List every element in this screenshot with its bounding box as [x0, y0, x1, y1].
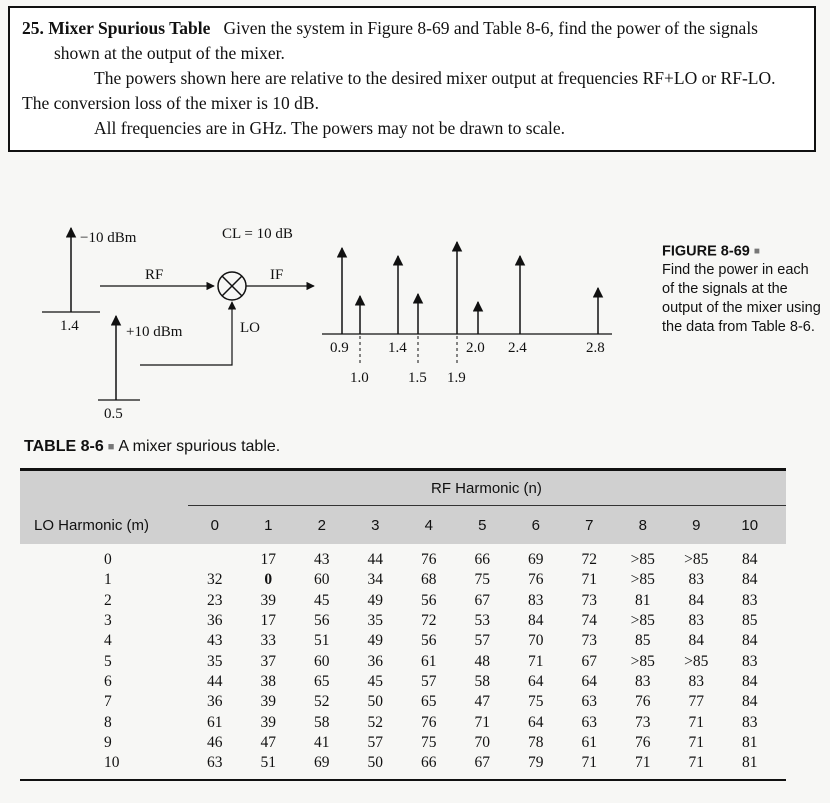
- table-cell: 64: [528, 672, 544, 690]
- table-row: [20, 672, 786, 692]
- table-cell: 83: [742, 652, 758, 670]
- column-header-n3: 3: [371, 516, 380, 534]
- table-cell: 48: [474, 652, 490, 670]
- table-cell: 76: [635, 733, 651, 751]
- table-row: [20, 550, 786, 570]
- column-header-n0: 0: [210, 516, 219, 534]
- lo-harmonic-cell: 7: [104, 693, 112, 711]
- table-cell: 76: [635, 693, 651, 711]
- table-cell: 36: [367, 652, 383, 670]
- problem-paragraph-3: All frequencies are in GHz. The powers may not be drawn to scale.: [94, 118, 566, 138]
- table-cell: 60: [314, 652, 330, 670]
- table-cell: 63: [207, 754, 223, 772]
- figure-caption: [662, 242, 822, 337]
- table-row: [20, 611, 786, 631]
- table-cell: 43: [314, 551, 330, 569]
- table-header: [20, 471, 786, 544]
- freq-label-2.0: 2.0: [466, 340, 485, 356]
- figure-caption-label: FIGURE 8-69: [662, 243, 750, 260]
- column-header-n9: 9: [692, 516, 701, 534]
- table-cell: 84: [528, 612, 544, 630]
- column-header-n1: 1: [264, 516, 273, 534]
- column-header-n6: 6: [531, 516, 540, 534]
- table-cell: 39: [260, 591, 276, 609]
- table-cell: 66: [474, 551, 490, 569]
- table-cell: 50: [367, 693, 383, 711]
- table-cell: >85: [630, 652, 655, 670]
- table-cell: 83: [528, 591, 544, 609]
- table-cell: 58: [314, 713, 330, 731]
- lo-harmonic-cell: 4: [104, 632, 112, 650]
- table-cell: 36: [207, 693, 223, 711]
- lo-input-freq: 0.5: [104, 406, 123, 422]
- column-header-n2: 2: [317, 516, 326, 534]
- table-cell: 81: [742, 733, 758, 751]
- table-cell: 57: [474, 632, 490, 650]
- table-cell: 67: [581, 652, 597, 670]
- table-cell: 61: [421, 652, 437, 670]
- table-row: [20, 651, 786, 671]
- table-cell: >85: [630, 551, 655, 569]
- table-cell: 84: [742, 551, 758, 569]
- table-cell: 67: [474, 591, 490, 609]
- table-cell: 73: [581, 591, 597, 609]
- table-cell: 84: [742, 571, 758, 589]
- table-cell: 75: [421, 733, 437, 751]
- table-cell: 71: [581, 754, 597, 772]
- problem-number: 25.: [22, 18, 44, 38]
- table-row: [20, 753, 786, 773]
- table-cell: 70: [528, 632, 544, 650]
- freq-label-1.0: 1.0: [350, 370, 369, 386]
- figure-caption-text: Find the power in each of the signals at the output of the mixer using the data from Table 8-6.: [662, 262, 821, 336]
- table-cell: 83: [688, 612, 704, 630]
- table-cell: 61: [581, 733, 597, 751]
- table-cell: >85: [630, 612, 655, 630]
- column-header-n4: 4: [424, 516, 433, 534]
- table-cell: 44: [207, 672, 223, 690]
- rf-harmonic-header-row: [20, 471, 786, 505]
- rf-path-label: RF: [145, 267, 164, 283]
- lo-harmonic-cell: 9: [104, 733, 112, 751]
- table-title-label: TABLE 8-6: [24, 438, 104, 455]
- table-cell: 57: [421, 672, 437, 690]
- table-cell: 76: [528, 571, 544, 589]
- table-cell: 61: [207, 713, 223, 731]
- lo-harmonic-cell: 6: [104, 672, 112, 690]
- problem-paragraph-2: The powers shown here are relative to the desired mixer output at frequencies RF+LO or RF-LO. The conversion loss of the mixer is 10 dB.: [22, 68, 776, 113]
- table-row: [20, 712, 786, 732]
- lo-harmonic-cell: 5: [104, 652, 112, 670]
- table-cell: 84: [688, 632, 704, 650]
- lo-harmonic-header: LO Harmonic (m): [34, 516, 150, 534]
- table-cell: 41: [314, 733, 330, 751]
- table-cell: 45: [367, 672, 383, 690]
- table-cell: 73: [635, 713, 651, 731]
- table-cell: 49: [367, 632, 383, 650]
- table-cell: 84: [688, 591, 704, 609]
- table-cell: 53: [474, 612, 490, 630]
- table-cell: 60: [314, 571, 330, 589]
- table-cell: 39: [260, 713, 276, 731]
- table-cell: 75: [474, 571, 490, 589]
- table-cell: 35: [367, 612, 383, 630]
- table-cell: 38: [260, 672, 276, 690]
- table-row: [20, 733, 786, 753]
- lo-harmonic-cell: 8: [104, 713, 112, 731]
- conversion-loss-label: CL = 10 dB: [222, 226, 293, 242]
- table-cell: 81: [742, 754, 758, 772]
- mixer-system-diagram: [0, 170, 660, 435]
- table-cell: 69: [314, 754, 330, 772]
- table-cell: 85: [742, 612, 758, 630]
- table-cell: 44: [367, 551, 383, 569]
- column-header-row: [20, 506, 786, 544]
- table-separator-icon: ■: [107, 440, 115, 453]
- table-cell: 37: [260, 652, 276, 670]
- table-cell: >85: [684, 551, 709, 569]
- lo-input-power: +10 dBm: [126, 324, 183, 340]
- spurious-table: [20, 468, 786, 781]
- table-cell: 32: [207, 571, 223, 589]
- table-cell: 57: [367, 733, 383, 751]
- table-cell: 47: [474, 693, 490, 711]
- table-cell: 84: [742, 693, 758, 711]
- rf-harmonic-header: RF Harmonic (n): [431, 479, 542, 497]
- lo-harmonic-cell: 0: [104, 551, 112, 569]
- table-cell: 84: [742, 672, 758, 690]
- table-cell: 83: [742, 713, 758, 731]
- table-cell: 43: [207, 632, 223, 650]
- table-cell: 74: [581, 612, 597, 630]
- table-cell: 71: [635, 754, 651, 772]
- table-cell: 0: [264, 571, 273, 589]
- table-cell: 65: [421, 693, 437, 711]
- table-cell: 56: [314, 612, 330, 630]
- table-cell: 67: [474, 754, 490, 772]
- table-cell: 83: [742, 591, 758, 609]
- table-cell: 36: [207, 612, 223, 630]
- if-path-label: IF: [270, 267, 284, 283]
- table-cell: 64: [528, 713, 544, 731]
- freq-label-1.9: 1.9: [447, 370, 466, 386]
- table-cell: 51: [314, 632, 330, 650]
- table-row: [20, 631, 786, 651]
- figure-8-69: [0, 170, 830, 435]
- table-cell: 51: [260, 754, 276, 772]
- column-header-n5: 5: [478, 516, 487, 534]
- table-cell: 83: [635, 672, 651, 690]
- problem-paragraph-1: [22, 16, 804, 66]
- lo-harmonic-cell: 1: [104, 571, 112, 589]
- table-cell: 72: [421, 612, 437, 630]
- table-cell: 76: [421, 713, 437, 731]
- table-cell: 78: [528, 733, 544, 751]
- table-cell: 63: [581, 693, 597, 711]
- table-cell: 71: [474, 713, 490, 731]
- table-cell: 52: [367, 713, 383, 731]
- freq-label-1.4: 1.4: [388, 340, 407, 356]
- column-header-n10: 10: [741, 516, 759, 534]
- table-row: [20, 692, 786, 712]
- table-cell: 69: [528, 551, 544, 569]
- table-cell: 47: [260, 733, 276, 751]
- table-cell: 63: [581, 713, 597, 731]
- table-cell: 68: [421, 571, 437, 589]
- table-cell: 50: [367, 754, 383, 772]
- table-cell: 23: [207, 591, 223, 609]
- table-cell: 72: [581, 551, 597, 569]
- freq-label-1.5: 1.5: [408, 370, 427, 386]
- table-cell: 85: [635, 632, 651, 650]
- lo-harmonic-cell: 3: [104, 612, 112, 630]
- table-cell: 77: [688, 693, 704, 711]
- table-cell: 79: [528, 754, 544, 772]
- table-cell: 66: [421, 754, 437, 772]
- table-cell: 45: [314, 591, 330, 609]
- freq-label-2.8: 2.8: [586, 340, 605, 356]
- freq-label-0.9: 0.9: [330, 340, 349, 356]
- table-cell: 73: [581, 632, 597, 650]
- table-cell: 49: [367, 591, 383, 609]
- table-cell: 83: [688, 672, 704, 690]
- table-cell: 17: [260, 551, 276, 569]
- table-cell: 17: [260, 612, 276, 630]
- table-cell: 75: [528, 693, 544, 711]
- table-cell: 33: [260, 632, 276, 650]
- table-body: [20, 544, 786, 779]
- table-cell: 65: [314, 672, 330, 690]
- table-row: [20, 591, 786, 611]
- table-cell: 71: [688, 733, 704, 751]
- table-cell: 84: [742, 632, 758, 650]
- lo-path-label: LO: [240, 320, 260, 336]
- column-header-n8: 8: [638, 516, 647, 534]
- table-cell: 81: [635, 591, 651, 609]
- table-cell: 52: [314, 693, 330, 711]
- lo-harmonic-cell: 2: [104, 591, 112, 609]
- table-cell: 34: [367, 571, 383, 589]
- freq-label-2.4: 2.4: [508, 340, 527, 356]
- table-cell: 56: [421, 632, 437, 650]
- table-cell: 70: [474, 733, 490, 751]
- table-title-text: A mixer spurious table.: [118, 438, 281, 455]
- table-cell: >85: [630, 571, 655, 589]
- mixer-symbol: [218, 272, 246, 300]
- table-cell: 83: [688, 571, 704, 589]
- table-cell: 71: [581, 571, 597, 589]
- problem-title: Mixer Spurious Table: [48, 18, 211, 38]
- caption-separator-icon: ■: [753, 246, 760, 257]
- table-cell: 58: [474, 672, 490, 690]
- table-cell: 71: [688, 754, 704, 772]
- table-cell: >85: [684, 652, 709, 670]
- table-title: [24, 438, 280, 456]
- column-header-n7: 7: [585, 516, 594, 534]
- problem-box: [8, 6, 816, 152]
- table-cell: 35: [207, 652, 223, 670]
- table-cell: 64: [581, 672, 597, 690]
- table-row: [20, 570, 786, 590]
- rf-input-freq: 1.4: [60, 318, 79, 334]
- problem-line-1: Given the system in Figure 8-69 and Table 8-6, find the power of the signals shown at the output of the mixer.: [54, 18, 758, 63]
- table-cell: 76: [421, 551, 437, 569]
- table-bottom-rule: [20, 779, 786, 781]
- table-cell: 56: [421, 591, 437, 609]
- table-cell: 39: [260, 693, 276, 711]
- table-cell: 71: [528, 652, 544, 670]
- rf-input-power: −10 dBm: [80, 230, 137, 246]
- lo-harmonic-cell: 10: [104, 754, 120, 772]
- table-cell: 46: [207, 733, 223, 751]
- table-cell: 71: [688, 713, 704, 731]
